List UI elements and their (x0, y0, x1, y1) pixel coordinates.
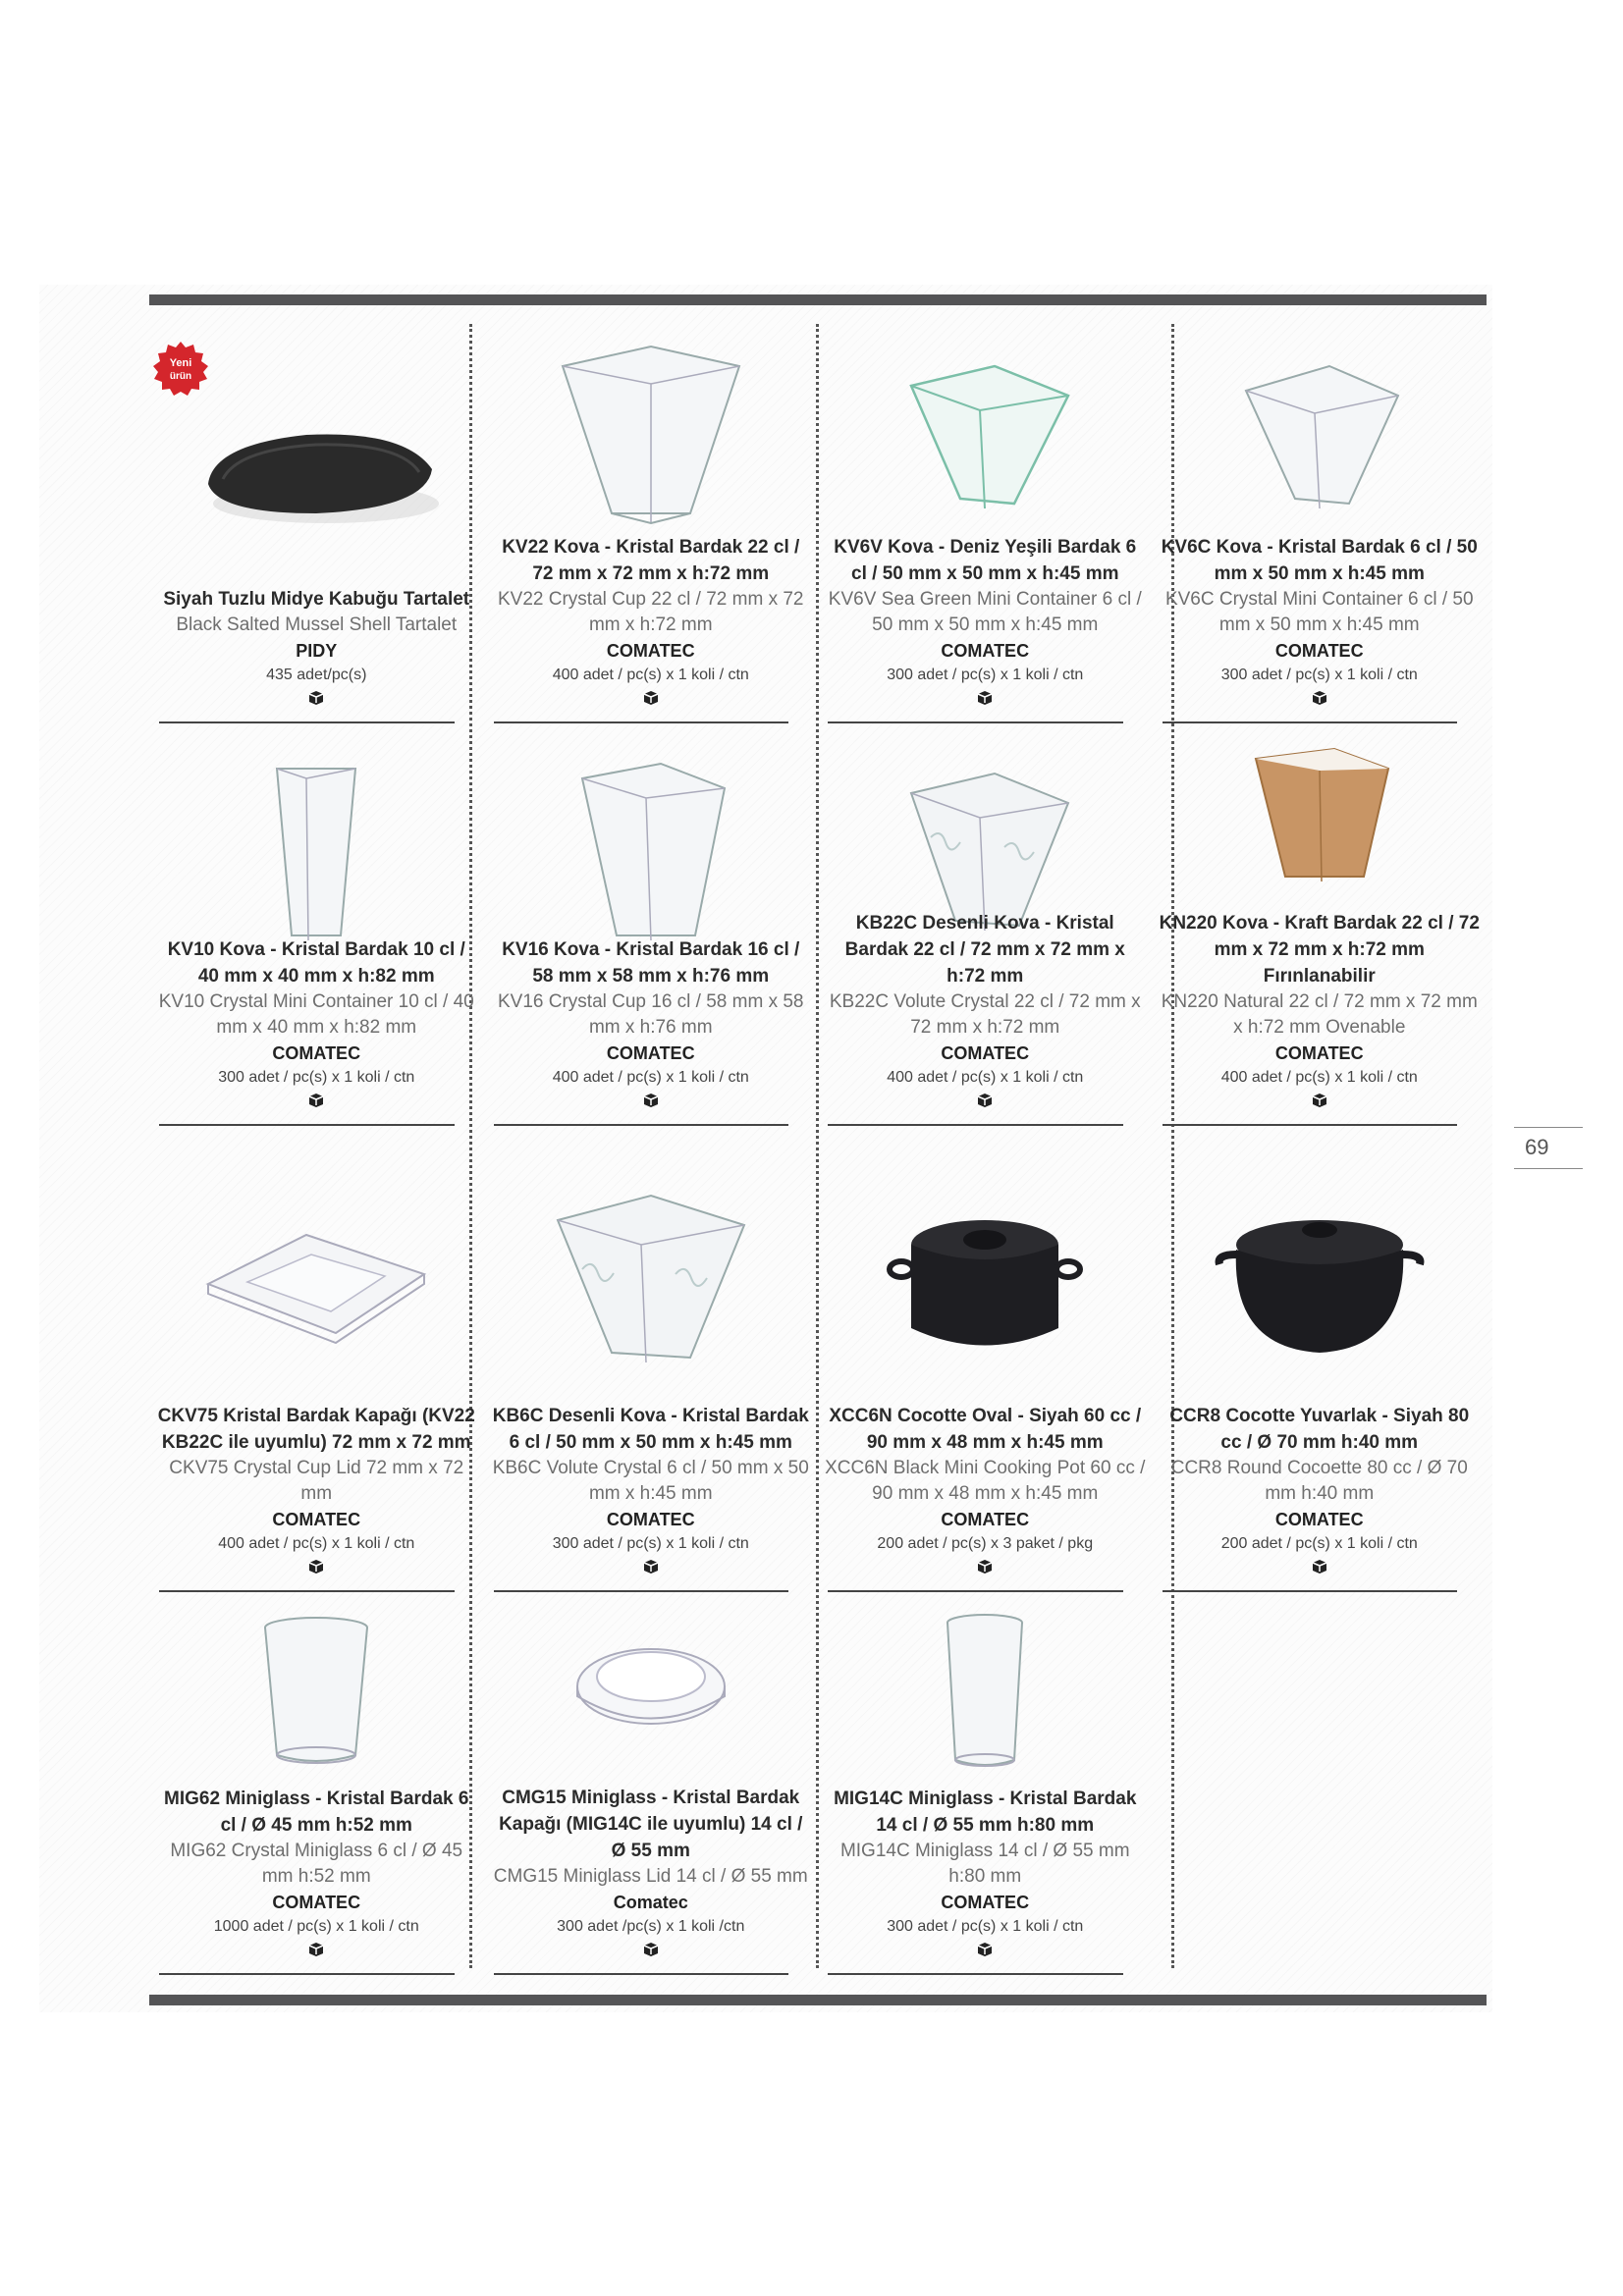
product-image-ccr8 (1153, 1171, 1488, 1397)
product-english-name: XCC6N Black Mini Cooking Pot 60 cc / 90 mm x 48 mm x h:45 mm (825, 1458, 1146, 1504)
package-icon (307, 1941, 325, 1963)
package-icon (976, 1558, 994, 1580)
card-divider (159, 721, 455, 723)
product-grid (149, 312, 1487, 1981)
product-title: KV22 Kova - Kristal Bardak 22 cl / 72 mm x 72 mm x h:72 mm (502, 537, 800, 584)
card-divider (1163, 1590, 1458, 1592)
card-divider (159, 1124, 455, 1126)
product-image-mig14c (818, 1608, 1153, 1775)
package-icon (1311, 1558, 1328, 1580)
product-title: XCC6N Cocotte Oval - Siyah 60 cc / 90 mm x 48 mm x h:45 mm (829, 1406, 1142, 1453)
product-pack: 435 adet/pc(s) (266, 667, 367, 683)
product-english-name: CKV75 Crystal Cup Lid 72 mm x 72 mm (169, 1458, 464, 1504)
product-brand: COMATEC (606, 641, 695, 661)
product-english-name: KV22 Crystal Cup 22 cl / 72 mm x 72 mm x h:72 mm (497, 589, 804, 635)
product-card[interactable] (149, 1132, 484, 1598)
package-icon (1311, 689, 1328, 712)
product-pack: 300 adet /pc(s) x 1 koli /ctn (557, 1918, 745, 1935)
product-image-mig62 (149, 1608, 484, 1775)
package-icon (976, 1092, 994, 1114)
product-title: KV6C Kova - Kristal Bardak 6 cl / 50 mm x 50 mm x h:45 mm (1161, 537, 1478, 584)
package-icon (642, 1941, 660, 1963)
product-pack: 400 adet / pc(s) x 1 koli / ctn (552, 667, 749, 683)
product-pack: 300 adet / pc(s) x 1 koli / ctn (218, 1069, 415, 1086)
package-icon (642, 689, 660, 712)
product-english-name: KV10 Crystal Mini Container 10 cl / 40 mm x 40 mm x h:82 mm (158, 991, 474, 1038)
empty-cell (1153, 1598, 1488, 1981)
product-title: KN220 Kova - Kraft Bardak 22 cl / 72 mm x 72 mm x h:72 mm Fırınlanabilir (1159, 913, 1480, 987)
product-card[interactable] (1153, 312, 1488, 729)
product-card[interactable] (818, 729, 1153, 1132)
product-card[interactable] (149, 1598, 484, 1981)
package-icon (1311, 1092, 1328, 1114)
top-rule (149, 294, 1487, 305)
product-title: CKV75 Kristal Bardak Kapağı (KV22 KB22C ile uyumlu) 72 mm x 72 mm (157, 1406, 475, 1453)
package-icon (642, 1558, 660, 1580)
product-card[interactable] (818, 1598, 1153, 1981)
card-divider (159, 1590, 455, 1592)
page-number-rule (1514, 1127, 1583, 1128)
product-image-kn220 (1153, 739, 1488, 886)
product-english-name: CCR8 Round Cocoette 80 cc / Ø 70 mm h:40 mm (1170, 1458, 1468, 1504)
product-card[interactable] (484, 1132, 819, 1598)
product-card[interactable] (149, 312, 484, 729)
product-brand: COMATEC (1274, 1510, 1364, 1529)
product-card[interactable] (484, 729, 819, 1132)
product-english-name: CMG15 Miniglass Lid 14 cl / Ø 55 mm (493, 1866, 808, 1887)
package-icon (642, 1092, 660, 1114)
product-english-name: MIG62 Crystal Miniglass 6 cl / Ø 45 mm h:52 mm (170, 1841, 463, 1887)
product-image-kv10 (149, 739, 484, 965)
product-card[interactable] (818, 312, 1153, 729)
product-pack: 400 adet / pc(s) x 1 koli / ctn (218, 1535, 415, 1552)
product-pack: 200 adet / pc(s) x 3 paket / pkg (877, 1535, 1094, 1552)
bottom-rule (149, 1995, 1487, 2005)
product-brand: COMATEC (941, 1043, 1030, 1063)
product-english-name: Black Salted Mussel Shell Tartalet (176, 614, 458, 635)
product-brand: COMATEC (1274, 1043, 1364, 1063)
product-title: KV10 Kova - Kristal Bardak 10 cl / 40 mm x 40 mm x h:82 mm (167, 939, 465, 987)
product-title: Siyah Tuzlu Midye Kabuğu Tartalet (163, 589, 470, 610)
badge-line2: ürün (169, 371, 192, 382)
product-pack: 200 adet / pc(s) x 1 koli / ctn (1220, 1535, 1418, 1552)
page-number: 69 (1525, 1135, 1549, 1159)
card-divider (828, 1590, 1123, 1592)
product-brand: PIDY (296, 641, 338, 661)
product-card[interactable] (1153, 729, 1488, 1132)
product-brand: COMATEC (1274, 641, 1364, 661)
product-english-name: KV16 Crystal Cup 16 cl / 58 mm x 58 mm x h:76 mm (497, 991, 804, 1038)
product-title: KV16 Kova - Kristal Bardak 16 cl / 58 mm x 58 mm x h:76 mm (502, 939, 800, 987)
product-title: CMG15 Miniglass - Kristal Bardak Kapağı (MIG14C ile uyumlu) 14 cl / Ø 55 mm (499, 1788, 803, 1861)
product-image-kb6c (484, 1161, 819, 1387)
card-divider (494, 721, 789, 723)
product-title: KB22C Desenli Kova - Kristal Bardak 22 cl / 72 mm x 72 mm x h:72 mm (844, 913, 1125, 987)
product-brand: COMATEC (941, 1893, 1030, 1912)
product-brand: COMATEC (606, 1043, 695, 1063)
package-icon (976, 689, 994, 712)
product-card[interactable] (818, 1132, 1153, 1598)
product-pack: 300 adet / pc(s) x 1 koli / ctn (887, 667, 1084, 683)
product-pack: 300 adet / pc(s) x 1 koli / ctn (1220, 667, 1418, 683)
product-card[interactable] (484, 1598, 819, 1981)
card-divider (1163, 1124, 1458, 1126)
package-icon (307, 1558, 325, 1580)
product-image-kv6c (1153, 322, 1488, 548)
product-english-name: MIG14C Miniglass 14 cl / Ø 55 mm h:80 mm (839, 1841, 1130, 1887)
product-card[interactable] (1153, 1132, 1488, 1598)
card-divider (828, 1124, 1123, 1126)
product-brand: COMATEC (272, 1043, 361, 1063)
product-brand: COMATEC (606, 1510, 695, 1529)
product-pack: 400 adet / pc(s) x 1 koli / ctn (887, 1069, 1084, 1086)
product-image-kv22 (484, 322, 819, 548)
product-image-kv6v (818, 322, 1153, 548)
product-brand: Comatec (613, 1893, 688, 1912)
product-image-kv16 (484, 739, 819, 965)
card-divider (1163, 721, 1458, 723)
product-brand: COMATEC (272, 1510, 361, 1529)
product-english-name: KB6C Volute Crystal 6 cl / 50 mm x 50 mm x h:45 mm (492, 1458, 809, 1504)
product-title: KB6C Desenli Kova - Kristal Bardak 6 cl / 50 mm x 50 mm x h:45 mm (492, 1406, 809, 1453)
badge-line1: Yeni (169, 357, 192, 369)
product-brand: COMATEC (272, 1893, 361, 1912)
product-pack: 400 adet / pc(s) x 1 koli / ctn (552, 1069, 749, 1086)
card-divider (159, 1973, 455, 1975)
product-image-mussel-shell (149, 322, 484, 548)
product-card[interactable] (149, 729, 484, 1132)
page-number-rule (1514, 1168, 1583, 1169)
product-title: CCR8 Cocotte Yuvarlak - Siyah 80 cc / Ø 70 mm h:40 mm (1169, 1406, 1470, 1453)
product-image-xcc6n (818, 1171, 1153, 1397)
card-divider (494, 1590, 789, 1592)
product-pack: 300 adet / pc(s) x 1 koli / ctn (552, 1535, 749, 1552)
card-divider (828, 721, 1123, 723)
product-image-cmg15 (484, 1608, 819, 1755)
product-english-name: KV6V Sea Green Mini Container 6 cl / 50 mm x 50 mm x h:45 mm (828, 589, 1142, 635)
package-icon (976, 1941, 994, 1963)
product-english-name: KV6C Crystal Mini Container 6 cl / 50 mm x 50 mm x h:45 mm (1164, 589, 1474, 635)
product-brand: COMATEC (941, 641, 1030, 661)
product-image-ckv75 (149, 1171, 484, 1397)
product-brand: COMATEC (941, 1510, 1030, 1529)
product-card[interactable] (484, 312, 819, 729)
product-pack: 1000 adet / pc(s) x 1 koli / ctn (213, 1918, 419, 1935)
package-icon (307, 1092, 325, 1114)
product-title: MIG14C Miniglass - Kristal Bardak 14 cl / Ø 55 mm h:80 mm (834, 1789, 1137, 1836)
card-divider (828, 1973, 1123, 1975)
product-english-name: KN220 Natural 22 cl / 72 mm x 72 mm x h:72 mm Ovenable (1161, 991, 1478, 1038)
product-title: KV6V Kova - Deniz Yeşili Bardak 6 cl / 50 mm x 50 mm x h:45 mm (834, 537, 1137, 584)
product-pack: 300 adet / pc(s) x 1 koli / ctn (887, 1918, 1084, 1935)
product-title: MIG62 Miniglass - Kristal Bardak 6 cl / Ø 45 mm h:52 mm (164, 1789, 469, 1836)
product-pack: 400 adet / pc(s) x 1 koli / ctn (1220, 1069, 1418, 1086)
card-divider (494, 1973, 789, 1975)
product-english-name: KB22C Volute Crystal 22 cl / 72 mm x 72 mm x h:72 mm (829, 991, 1141, 1038)
package-icon (307, 689, 325, 712)
card-divider (494, 1124, 789, 1126)
